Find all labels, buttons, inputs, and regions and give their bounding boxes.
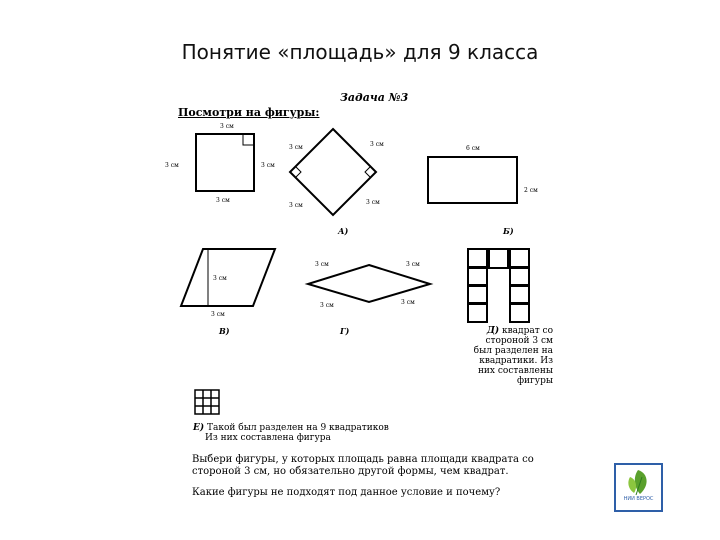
- figure-e-line1: Такой был разделен на 9 квадратиков: [207, 423, 389, 433]
- d-cell: [510, 285, 529, 304]
- figure-label-e: Е): [193, 423, 205, 433]
- task-title: Задача №3: [340, 91, 409, 104]
- label-flat-top-right: 3 см: [406, 261, 420, 268]
- d-cell: [468, 303, 487, 322]
- angle-mark-right: [365, 167, 370, 177]
- rectangle-shape: [428, 157, 517, 203]
- right-angle-mark: [243, 134, 254, 145]
- d-cell: [510, 249, 529, 268]
- label-rhombus-top-left: 3 см: [289, 144, 303, 151]
- d-cell: [468, 285, 487, 304]
- look-label: Посмотри на фигуры:: [178, 106, 320, 119]
- institution-logo: [614, 463, 663, 512]
- d-cell: [468, 267, 487, 286]
- label-flat-top-left: 3 см: [315, 261, 329, 268]
- label-flat-bottom-left: 3 см: [320, 302, 334, 309]
- figure-e-line2: Из них составлена фигура: [205, 433, 331, 443]
- figure-label-d: Д): [486, 326, 500, 336]
- label-square-right: 3 см: [261, 162, 275, 169]
- label-rect-right: 2 см: [524, 187, 538, 194]
- label-rhombus-bottom-left: 3 см: [289, 202, 303, 209]
- label-rhombus-bottom-right: 3 см: [366, 199, 380, 206]
- label-rect-top: 6 см: [466, 145, 480, 152]
- d-cell: [468, 249, 487, 268]
- figure-label-a: А): [338, 226, 349, 236]
- cut-figure-d: [468, 249, 529, 322]
- figure-label-g: Г): [340, 326, 350, 336]
- figure-d-text: квадрат со стороной 3 см был разделен на квадратики. Из них составлены фигуры: [473, 326, 553, 386]
- square-shape: [196, 134, 254, 191]
- question-2: Какие фигуры не подходят под данное условие и почему?: [192, 487, 501, 498]
- question-1: Выбери фигуры, у которых площадь равна площади квадрата со стороной 3 см, но обязательно другой формы, чем квадрат.: [192, 454, 534, 477]
- label-square-bottom: 3 см: [216, 197, 230, 204]
- d-cell: [489, 249, 508, 268]
- label-square-top: 3 см: [220, 123, 234, 130]
- slide-title: Понятие «площадь» для 9 класса: [181, 40, 539, 64]
- grid-figure-e: [195, 390, 219, 414]
- angle-mark-left: [296, 167, 301, 177]
- figure-e-caption: [193, 423, 389, 443]
- figure-d-caption: [468, 326, 553, 386]
- figure-label-b: Б): [503, 226, 514, 236]
- logo-text: НИИ ВЕРОС: [623, 496, 654, 502]
- flat-rhombus-shape: [308, 265, 430, 302]
- leaf-icon: [616, 465, 661, 510]
- parallelogram-shape: [181, 249, 275, 306]
- label-para-bottom: 3 см: [211, 311, 225, 318]
- d-cell: [510, 303, 529, 322]
- label-para-height: 3 см: [213, 275, 227, 282]
- label-rhombus-top-right: 3 см: [370, 141, 384, 148]
- label-square-left: 3 см: [165, 162, 179, 169]
- figure-label-v: В): [219, 326, 230, 336]
- label-flat-bottom-right: 3 см: [401, 299, 415, 306]
- rhombus-shape: [290, 129, 376, 215]
- d-cell: [510, 267, 529, 286]
